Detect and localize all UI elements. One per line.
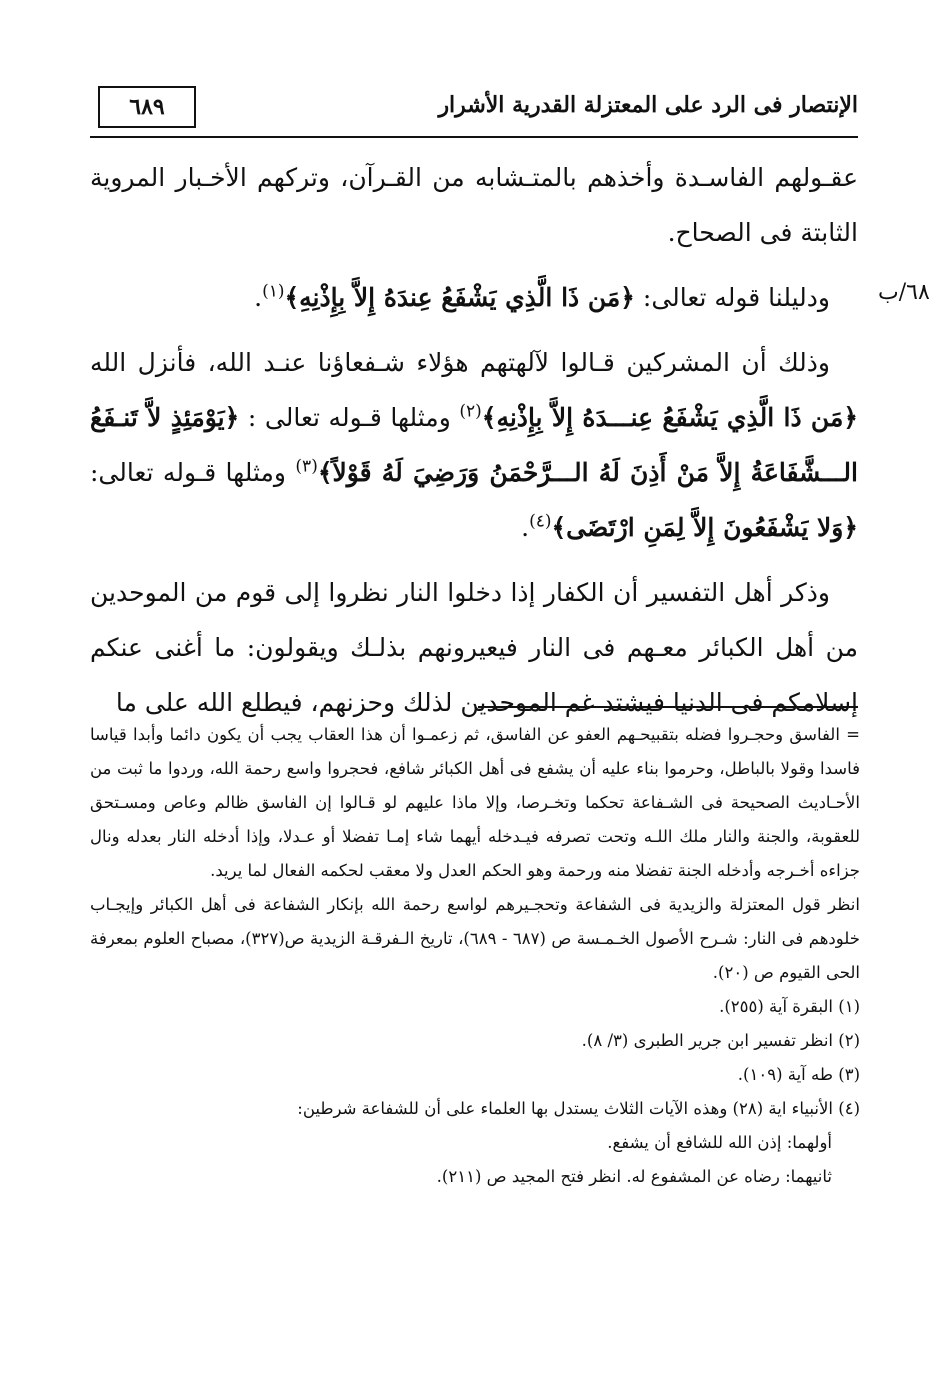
paragraph-3-end: . <box>521 513 530 542</box>
quran-quote: ﴿مَن ذَا الَّذِي يَشْفَعُ عِندَهُ إِلاَّ بِإِذْنِهِ﴾ <box>284 283 635 312</box>
running-header-title: الإنتصار فى الرد على المعتزلة القدرية الأشرار <box>438 92 858 118</box>
header-rule <box>90 136 858 138</box>
footnote-4-condition-1: أولهما: إذن الله للشافع أن يشفع. <box>607 1133 832 1152</box>
footnotes <box>90 718 860 1194</box>
footnote-ref-4: (٤) <box>529 511 552 532</box>
footnote-3: (٣) طه آية (١٠٩). <box>737 1065 860 1084</box>
footnote-2: (٢) انظر تفسير ابن جرير الطبرى (٣/ ٨). <box>581 1031 860 1050</box>
quran-quote: ﴿وَلا يَشْفَعُونَ إِلاَّ لِمَنِ ارْتَضَى﴾ <box>551 513 858 542</box>
footnote-4-condition-2: ثانيهما: رضاه عن المشفوع له. انظر فتح المجيد ص (٢١١). <box>436 1167 832 1186</box>
page-number <box>98 86 196 128</box>
paragraph-1: عقـولهم الفاسـدة وأخذهم بالمتـشابه من القـرآن، وتركهم الأخـبار المروية الثابتة فى الصحاح. <box>90 163 858 247</box>
margin-folio-reference: ٦٨/ب <box>878 280 930 305</box>
quran-quote: ﴿مَن ذَا الَّذِي يَشْفَعُ عِنـــدَهُ إِلاَّ بِإِذْنِهِ﴾ <box>481 403 859 432</box>
footnote-continuation: = الفاسق وحجـروا فضله بتقبيحـهم العفو عن الفاسق، ثم زعمـوا أن هذا العقاب يجب أن يكون دائما وأبدا قياسا فاسدا وقولا بالباطل، وحرموا بناء عليه أن يشفع فى أهل الكبائر شافع، فحجروا واسع رحمة الله، وردوا ما ثبت من الأحـاديث الصحيحة فى الشـفاعة تحكما وتخـرصا، وإلا ماذا عليهم لو قـالوا إن الفاسق ظالم وعاص ومسـتحق للعقوبة، والجنة والنار ملك اللـه وتحت تصرفه فيـدخله أيهما شاء إمـا تفضلا أو عـدلا، وإذا أدخله النار بعدله ونال جزاءه أخـرجه وأدخله الجنة تفضلا منه ورحمة وهو الحكم العدل ولا معقب لحكمه الفعال لما يريد. <box>90 725 860 880</box>
quran-quote: ﴿يَوْمَئِذٍ لاَّ تَنـفَعُ الـــشَّفَاعَةُ إِلاَّ مَنْ أَذِنَ لَهُ الـــرَّحْمَنُ وَرَضِيَ لَهُ قَوْلاً﴾ <box>90 403 858 487</box>
footnote-ref-1: (١) <box>262 281 285 302</box>
footnote-separator <box>478 706 858 708</box>
footnote-ref-3: (٣) <box>295 456 318 477</box>
page-number-text: ٦٨٩ <box>129 94 165 120</box>
paragraph-2 <box>90 270 858 325</box>
paragraph-2-end: . <box>254 283 263 312</box>
footnote-1: (١) البقرة آية (٢٥٥). <box>719 997 860 1016</box>
paragraph-3-text-2: ومثلها قـوله تعالى : <box>247 403 451 432</box>
paragraph-3-text-1: وذلك أن المشركين قـالوا لآلهتهم هؤلاء شـفعاؤنا عنـد الله، فأنزل الله <box>90 348 830 377</box>
paragraph-3 <box>90 335 858 555</box>
main-text <box>90 150 858 740</box>
paragraph-3-text-3: ومثلها قـوله تعالى: <box>90 458 286 487</box>
footnote-4: (٤) الأنبياء اية (٢٨) وهذه الآيات الثلاث يستدل بها العلماء على أن للشفاعة شرطين: <box>297 1099 860 1118</box>
footnote-reference-list: انظر قول المعتزلة والزيدية فى الشفاعة وتحجـيرهم لواسع رحمة الله بإنكار الشفاعة فى أهل الكبائر وإيجـاب خلودهم فى النار: شـرح الأصول الخـمـسة ص (٦٨٧ - ٦٨٩)، تاريخ الـفرقـة الزيدية ص(٣٢٧)، مصباح العلوم بمعرفة الحى القيوم ص (٢٠). <box>90 895 860 982</box>
footnote-ref-2: (٢) <box>459 401 482 422</box>
paragraph-4: وذكر أهل التفسير أن الكفار إذا دخلوا النار نظروا إلى قوم من الموحدين من أهل الكبائر معـهم فى النار فيعيرونهم بذلـك ويقولون: ما أغنى عنكم إسلامكم فى الدنيا فيشتد غم الموحدين لذلك وحزنهم، فيطلع الله على ما <box>90 578 858 717</box>
paragraph-2-intro: ودليلنا قوله تعالى: <box>642 283 830 312</box>
